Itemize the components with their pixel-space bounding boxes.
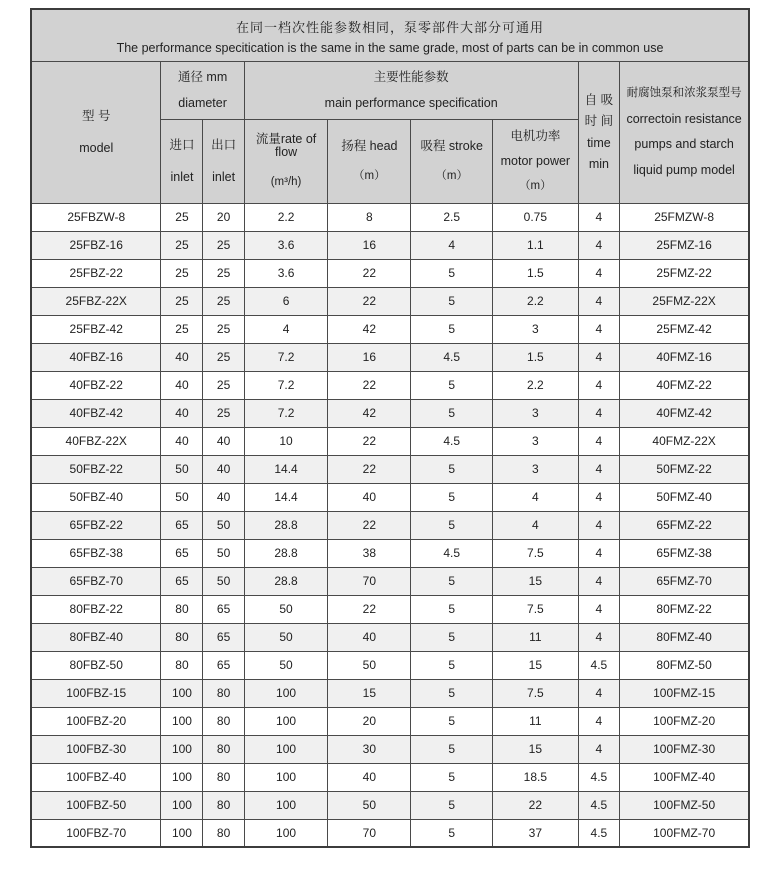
table-row — [31, 623, 749, 651]
cell-fmz-model: 100FMZ-50 — [620, 791, 749, 819]
cell-fmz-model: 100FMZ-20 — [620, 707, 749, 735]
col-motor-power-header — [493, 119, 578, 203]
cell-outlet: 80 — [203, 679, 244, 707]
cell-motor-power: 3 — [493, 315, 578, 343]
cell-head: 22 — [328, 287, 411, 315]
cell-stroke: 5 — [411, 735, 493, 763]
head-header-cn: 扬程 head — [341, 138, 398, 153]
table-row — [31, 231, 749, 259]
cell-motor-power: 37 — [493, 819, 578, 847]
cell-flow: 4 — [244, 315, 328, 343]
cell-stroke: 5 — [411, 791, 493, 819]
inlet-header-cn: 进口 — [169, 138, 195, 152]
cell-head: 22 — [328, 455, 411, 483]
cell-flow: 50 — [244, 595, 328, 623]
cell-model: 40FBZ-22X — [31, 427, 161, 455]
cell-self-priming-time: 4 — [578, 259, 620, 287]
cell-outlet: 25 — [203, 315, 244, 343]
cell-outlet: 50 — [203, 539, 244, 567]
cell-inlet: 80 — [161, 651, 203, 679]
cell-head: 40 — [328, 483, 411, 511]
cell-flow: 100 — [244, 707, 328, 735]
motor-header-en: motor power — [500, 154, 571, 169]
table-row — [31, 819, 749, 847]
flow-header-unit: (m³/h) — [270, 176, 302, 189]
cell-inlet: 100 — [161, 819, 203, 847]
cell-head: 22 — [328, 595, 411, 623]
cell-flow: 50 — [244, 623, 328, 651]
cell-self-priming-time: 4 — [578, 623, 620, 651]
cell-flow: 10 — [244, 427, 328, 455]
cell-outlet: 65 — [203, 651, 244, 679]
cell-fmz-model: 25FMZ-42 — [620, 315, 749, 343]
cell-model: 80FBZ-50 — [31, 651, 161, 679]
fmz-header-cn: 耐腐蚀泵和浓浆泵型号 — [626, 87, 742, 99]
table-row — [31, 483, 749, 511]
cell-inlet: 40 — [161, 427, 203, 455]
cell-flow: 3.6 — [244, 231, 328, 259]
cell-model: 25FBZ-22X — [31, 287, 161, 315]
cell-motor-power: 3 — [493, 399, 578, 427]
motor-header-cn: 电机功率 — [510, 128, 561, 143]
cell-self-priming-time: 4.5 — [578, 791, 620, 819]
cell-model: 100FBZ-70 — [31, 819, 161, 847]
cell-model: 100FBZ-15 — [31, 679, 161, 707]
cell-model: 40FBZ-16 — [31, 343, 161, 371]
cell-fmz-model: 100FMZ-70 — [620, 819, 749, 847]
cell-head: 42 — [328, 315, 411, 343]
cell-self-priming-time: 4 — [578, 679, 620, 707]
cell-stroke: 4.5 — [411, 427, 493, 455]
flow-header-cn: 流量rate of flow — [255, 132, 317, 159]
cell-head: 70 — [328, 567, 411, 595]
cell-motor-power: 4 — [493, 483, 578, 511]
cell-stroke: 5 — [411, 259, 493, 287]
cell-stroke: 4 — [411, 231, 493, 259]
table-note-banner — [31, 9, 749, 61]
cell-outlet: 40 — [203, 427, 244, 455]
cell-stroke: 4.5 — [411, 343, 493, 371]
cell-flow: 6 — [244, 287, 328, 315]
cell-fmz-model: 65FMZ-38 — [620, 539, 749, 567]
inlet-header-en: inlet — [170, 169, 194, 184]
cell-self-priming-time: 4 — [578, 287, 620, 315]
cell-motor-power: 22 — [493, 791, 578, 819]
cell-outlet: 25 — [203, 287, 244, 315]
cell-model: 100FBZ-40 — [31, 763, 161, 791]
cell-head: 70 — [328, 819, 411, 847]
cell-outlet: 80 — [203, 819, 244, 847]
col-model-header — [31, 61, 161, 203]
cell-fmz-model: 25FMZ-22X — [620, 287, 749, 315]
cell-outlet: 80 — [203, 763, 244, 791]
cell-inlet: 100 — [161, 791, 203, 819]
cell-motor-power: 1.5 — [493, 343, 578, 371]
cell-inlet: 100 — [161, 679, 203, 707]
cell-motor-power: 1.5 — [493, 259, 578, 287]
cell-motor-power: 15 — [493, 567, 578, 595]
cell-flow: 28.8 — [244, 539, 328, 567]
cell-head: 22 — [328, 371, 411, 399]
cell-model: 40FBZ-22 — [31, 371, 161, 399]
cell-outlet: 65 — [203, 623, 244, 651]
cell-stroke: 5 — [411, 371, 493, 399]
cell-head: 22 — [328, 427, 411, 455]
time-header-en1: time — [587, 135, 611, 150]
motor-header-unit: （m） — [519, 179, 552, 192]
table-row — [31, 455, 749, 483]
cell-fmz-model: 100FMZ-40 — [620, 763, 749, 791]
cell-fmz-model: 40FMZ-16 — [620, 343, 749, 371]
cell-stroke: 4.5 — [411, 539, 493, 567]
cell-self-priming-time: 4 — [578, 483, 620, 511]
cell-flow: 100 — [244, 791, 328, 819]
cell-inlet: 25 — [161, 287, 203, 315]
cell-stroke: 5 — [411, 763, 493, 791]
cell-flow: 14.4 — [244, 455, 328, 483]
cell-stroke: 5 — [411, 623, 493, 651]
cell-inlet: 25 — [161, 315, 203, 343]
cell-motor-power: 11 — [493, 623, 578, 651]
cell-stroke: 5 — [411, 679, 493, 707]
cell-fmz-model: 80FMZ-40 — [620, 623, 749, 651]
cell-model: 80FBZ-22 — [31, 595, 161, 623]
cell-self-priming-time: 4.5 — [578, 651, 620, 679]
cell-inlet: 40 — [161, 399, 203, 427]
cell-flow: 100 — [244, 735, 328, 763]
fmz-header-en1: correctoin resistance — [626, 111, 742, 126]
table-row — [31, 427, 749, 455]
cell-model: 25FBZW-8 — [31, 203, 161, 231]
cell-model: 50FBZ-22 — [31, 455, 161, 483]
cell-model: 65FBZ-38 — [31, 539, 161, 567]
cell-stroke: 5 — [411, 819, 493, 847]
note-line-en: The performance specitication is the same in the same grade, most of parts can be in common use — [116, 41, 664, 56]
cell-head: 8 — [328, 203, 411, 231]
cell-motor-power: 7.5 — [493, 679, 578, 707]
cell-motor-power: 2.2 — [493, 287, 578, 315]
cell-inlet: 100 — [161, 735, 203, 763]
table-row — [31, 651, 749, 679]
cell-flow: 7.2 — [244, 343, 328, 371]
table-row — [31, 203, 749, 231]
cell-motor-power: 15 — [493, 735, 578, 763]
cell-head: 42 — [328, 399, 411, 427]
cell-head: 16 — [328, 231, 411, 259]
cell-stroke: 5 — [411, 287, 493, 315]
fmz-header-en3: liquid pump model — [633, 162, 735, 177]
cell-fmz-model: 100FMZ-30 — [620, 735, 749, 763]
col-diameter-header — [161, 61, 244, 119]
cell-fmz-model: 40FMZ-42 — [620, 399, 749, 427]
cell-outlet: 80 — [203, 735, 244, 763]
table-row — [31, 287, 749, 315]
cell-head: 40 — [328, 763, 411, 791]
cell-motor-power: 11 — [493, 707, 578, 735]
cell-motor-power: 7.5 — [493, 539, 578, 567]
cell-outlet: 50 — [203, 511, 244, 539]
cell-head: 16 — [328, 343, 411, 371]
head-header-unit: （m） — [353, 170, 386, 182]
stroke-header-unit: （m） — [435, 170, 469, 182]
cell-self-priming-time: 4 — [578, 315, 620, 343]
cell-head: 22 — [328, 511, 411, 539]
cell-head: 38 — [328, 539, 411, 567]
cell-inlet: 65 — [161, 539, 203, 567]
cell-fmz-model: 25FMZW-8 — [620, 203, 749, 231]
cell-flow: 28.8 — [244, 567, 328, 595]
col-head-header — [328, 119, 411, 203]
cell-inlet: 100 — [161, 763, 203, 791]
table-row — [31, 511, 749, 539]
cell-stroke: 5 — [411, 483, 493, 511]
main-spec-header-cn: 主要性能参数 — [373, 70, 449, 84]
cell-model: 65FBZ-70 — [31, 567, 161, 595]
cell-outlet: 80 — [203, 707, 244, 735]
col-outlet-header — [203, 119, 244, 203]
main-spec-header — [244, 61, 578, 119]
cell-inlet: 40 — [161, 371, 203, 399]
col-stroke-header — [411, 119, 493, 203]
cell-model: 80FBZ-40 — [31, 623, 161, 651]
cell-flow: 7.2 — [244, 399, 328, 427]
table-row — [31, 567, 749, 595]
cell-head: 15 — [328, 679, 411, 707]
cell-head: 30 — [328, 735, 411, 763]
cell-flow: 100 — [244, 679, 328, 707]
cell-fmz-model: 25FMZ-16 — [620, 231, 749, 259]
diameter-header-cn: 通径 mm — [177, 70, 228, 84]
cell-stroke: 5 — [411, 455, 493, 483]
cell-self-priming-time: 4 — [578, 203, 620, 231]
cell-inlet: 80 — [161, 623, 203, 651]
pump-spec-table — [30, 8, 750, 848]
cell-inlet: 50 — [161, 455, 203, 483]
col-self-priming-time-header — [578, 61, 620, 203]
cell-model: 100FBZ-30 — [31, 735, 161, 763]
cell-self-priming-time: 4 — [578, 735, 620, 763]
cell-flow: 100 — [244, 763, 328, 791]
table-row — [31, 315, 749, 343]
stroke-header-cn: 吸程 stroke — [420, 138, 483, 153]
cell-outlet: 25 — [203, 231, 244, 259]
cell-model: 40FBZ-42 — [31, 399, 161, 427]
model-header-en: model — [79, 140, 114, 155]
cell-head: 22 — [328, 259, 411, 287]
cell-model: 100FBZ-20 — [31, 707, 161, 735]
cell-head: 50 — [328, 651, 411, 679]
cell-outlet: 50 — [203, 567, 244, 595]
cell-stroke: 5 — [411, 651, 493, 679]
time-header-en2: min — [588, 157, 609, 171]
cell-fmz-model: 100FMZ-15 — [620, 679, 749, 707]
cell-self-priming-time: 4 — [578, 707, 620, 735]
cell-inlet: 65 — [161, 567, 203, 595]
cell-inlet: 80 — [161, 595, 203, 623]
col-fmz-model-header — [620, 61, 749, 203]
cell-motor-power: 0.75 — [493, 203, 578, 231]
cell-motor-power: 2.2 — [493, 371, 578, 399]
table-row — [31, 371, 749, 399]
outlet-header-en: inlet — [212, 169, 236, 184]
cell-model: 25FBZ-16 — [31, 231, 161, 259]
cell-inlet: 25 — [161, 203, 203, 231]
table-row — [31, 595, 749, 623]
cell-model: 50FBZ-40 — [31, 483, 161, 511]
cell-inlet: 50 — [161, 483, 203, 511]
cell-motor-power: 15 — [493, 651, 578, 679]
cell-fmz-model: 65FMZ-22 — [620, 511, 749, 539]
table-row — [31, 399, 749, 427]
cell-stroke: 2.5 — [411, 203, 493, 231]
cell-outlet: 25 — [203, 399, 244, 427]
cell-self-priming-time: 4 — [578, 539, 620, 567]
cell-flow: 50 — [244, 651, 328, 679]
cell-model: 25FBZ-22 — [31, 259, 161, 287]
cell-motor-power: 3 — [493, 455, 578, 483]
cell-self-priming-time: 4.5 — [578, 819, 620, 847]
cell-fmz-model: 80FMZ-50 — [620, 651, 749, 679]
cell-motor-power: 7.5 — [493, 595, 578, 623]
cell-motor-power: 3 — [493, 427, 578, 455]
cell-motor-power: 4 — [493, 511, 578, 539]
table-note-cell — [31, 9, 749, 61]
cell-flow: 100 — [244, 819, 328, 847]
cell-stroke: 5 — [411, 399, 493, 427]
cell-fmz-model: 50FMZ-40 — [620, 483, 749, 511]
cell-self-priming-time: 4 — [578, 567, 620, 595]
cell-outlet: 25 — [203, 371, 244, 399]
cell-outlet: 80 — [203, 791, 244, 819]
cell-stroke: 5 — [411, 567, 493, 595]
cell-fmz-model: 65FMZ-70 — [620, 567, 749, 595]
cell-motor-power: 18.5 — [493, 763, 578, 791]
cell-outlet: 40 — [203, 483, 244, 511]
cell-inlet: 65 — [161, 511, 203, 539]
time-header-cn1: 自 吸 — [584, 92, 614, 107]
cell-model: 100FBZ-50 — [31, 791, 161, 819]
cell-motor-power: 1.1 — [493, 231, 578, 259]
table-row — [31, 679, 749, 707]
outlet-header-cn: 出口 — [211, 138, 237, 152]
cell-self-priming-time: 4 — [578, 231, 620, 259]
col-inlet-header — [161, 119, 203, 203]
cell-model: 65FBZ-22 — [31, 511, 161, 539]
cell-stroke: 5 — [411, 707, 493, 735]
cell-inlet: 25 — [161, 259, 203, 287]
cell-self-priming-time: 4 — [578, 511, 620, 539]
cell-head: 20 — [328, 707, 411, 735]
time-header-cn2: 时 间 — [584, 114, 614, 128]
cell-self-priming-time: 4 — [578, 343, 620, 371]
table-row — [31, 343, 749, 371]
cell-stroke: 5 — [411, 595, 493, 623]
cell-outlet: 65 — [203, 595, 244, 623]
cell-self-priming-time: 4 — [578, 427, 620, 455]
cell-inlet: 100 — [161, 707, 203, 735]
table-row — [31, 735, 749, 763]
cell-outlet: 40 — [203, 455, 244, 483]
cell-head: 40 — [328, 623, 411, 651]
table-row — [31, 707, 749, 735]
cell-flow: 7.2 — [244, 371, 328, 399]
cell-inlet: 40 — [161, 343, 203, 371]
cell-self-priming-time: 4 — [578, 455, 620, 483]
cell-fmz-model: 80FMZ-22 — [620, 595, 749, 623]
table-row — [31, 791, 749, 819]
cell-flow: 2.2 — [244, 203, 328, 231]
cell-self-priming-time: 4 — [578, 371, 620, 399]
table-row — [31, 539, 749, 567]
cell-flow: 28.8 — [244, 511, 328, 539]
main-spec-header-en: main performance specification — [324, 95, 498, 110]
cell-outlet: 20 — [203, 203, 244, 231]
cell-flow: 14.4 — [244, 483, 328, 511]
cell-fmz-model: 25FMZ-22 — [620, 259, 749, 287]
cell-outlet: 25 — [203, 343, 244, 371]
diameter-header-en: diameter — [178, 95, 227, 110]
cell-model: 25FBZ-42 — [31, 315, 161, 343]
cell-self-priming-time: 4.5 — [578, 763, 620, 791]
cell-fmz-model: 40FMZ-22 — [620, 371, 749, 399]
note-line-cn: 在同一档次性能参数相同，泵零部件大部分可通用 — [235, 20, 544, 36]
table-row — [31, 763, 749, 791]
cell-stroke: 5 — [411, 511, 493, 539]
cell-self-priming-time: 4 — [578, 595, 620, 623]
cell-stroke: 5 — [411, 315, 493, 343]
col-flow-header — [244, 119, 328, 203]
cell-fmz-model: 50FMZ-22 — [620, 455, 749, 483]
cell-fmz-model: 40FMZ-22X — [620, 427, 749, 455]
model-header-cn: 型 号 — [81, 109, 111, 123]
cell-outlet: 25 — [203, 259, 244, 287]
table-row — [31, 259, 749, 287]
cell-inlet: 25 — [161, 231, 203, 259]
table-body — [31, 203, 749, 847]
cell-flow: 3.6 — [244, 259, 328, 287]
cell-head: 50 — [328, 791, 411, 819]
fmz-header-en2: pumps and starch — [634, 137, 734, 151]
cell-self-priming-time: 4 — [578, 399, 620, 427]
